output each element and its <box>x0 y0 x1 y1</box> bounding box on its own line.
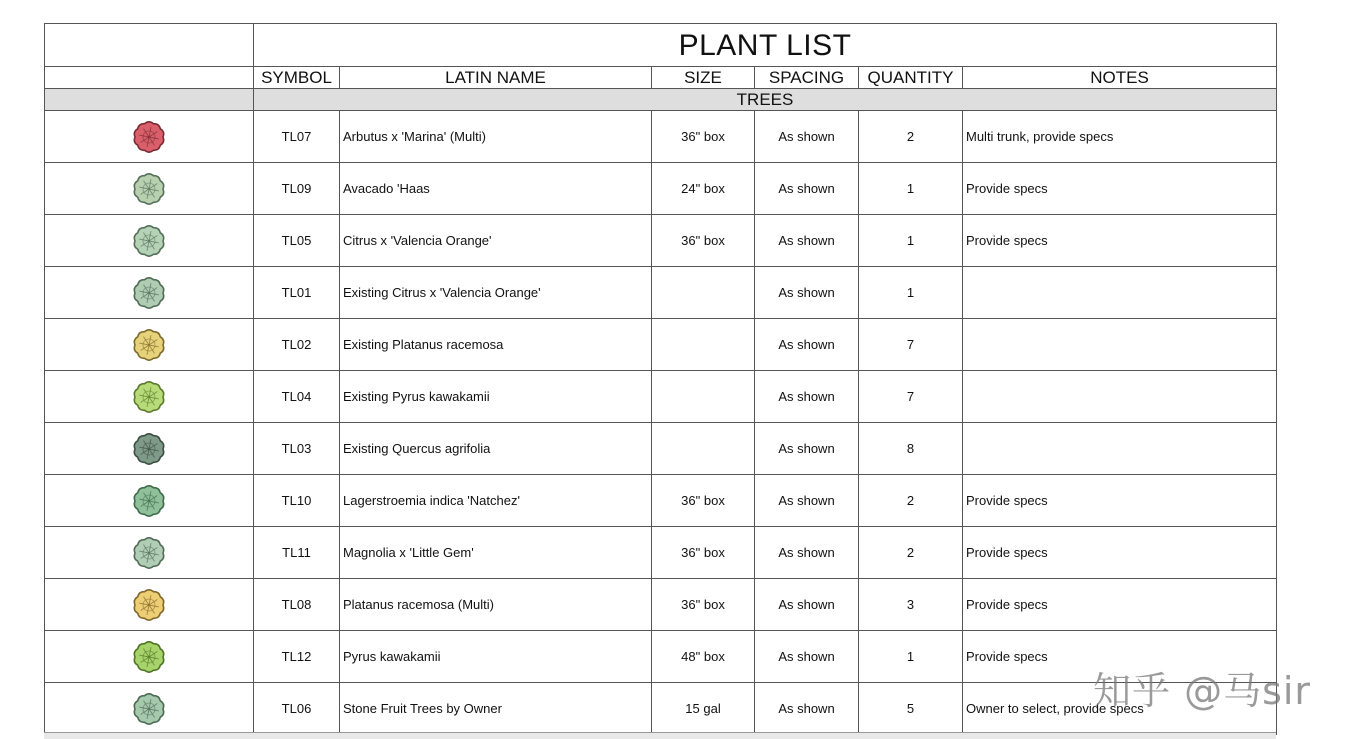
notes-cell: Provide specs <box>963 163 1277 215</box>
table-row <box>45 111 1277 163</box>
quantity-cell: 5 <box>859 683 963 735</box>
symbol-graphic-cell <box>45 371 254 423</box>
header-spacing: SPACING <box>755 67 859 89</box>
symbol-code-cell: TL11 <box>254 527 340 579</box>
tree-symbol-icon <box>132 120 166 154</box>
symbol-code-cell: TL05 <box>254 215 340 267</box>
plant-list-sheet <box>44 23 1276 735</box>
latin-name-cell: Existing Pyrus kawakamii <box>340 371 652 423</box>
notes-cell: Provide specs <box>963 631 1277 683</box>
symbol-graphic-cell <box>45 527 254 579</box>
size-cell: 36" box <box>652 527 755 579</box>
latin-name-cell: Pyrus kawakamii <box>340 631 652 683</box>
header-notes: NOTES <box>963 67 1277 89</box>
symbol-code-cell: TL02 <box>254 319 340 371</box>
quantity-cell: 1 <box>859 631 963 683</box>
symbol-graphic-cell <box>45 163 254 215</box>
spacing-cell: As shown <box>755 111 859 163</box>
latin-name-cell: Existing Platanus racemosa <box>340 319 652 371</box>
spacing-cell: As shown <box>755 475 859 527</box>
notes-cell: Provide specs <box>963 579 1277 631</box>
notes-cell: Owner to select, provide specs <box>963 683 1277 735</box>
spacing-cell: As shown <box>755 371 859 423</box>
symbol-graphic-cell <box>45 423 254 475</box>
table-row <box>45 631 1277 683</box>
symbol-code-cell: TL04 <box>254 371 340 423</box>
plant-list-table <box>44 23 1277 735</box>
size-cell: 36" box <box>652 215 755 267</box>
header-quantity: QUANTITY <box>859 67 963 89</box>
quantity-cell: 7 <box>859 319 963 371</box>
symbol-code-cell: TL12 <box>254 631 340 683</box>
tree-symbol-icon <box>132 640 166 674</box>
quantity-cell: 8 <box>859 423 963 475</box>
spacing-cell: As shown <box>755 579 859 631</box>
latin-name-cell: Arbutus x 'Marina' (Multi) <box>340 111 652 163</box>
size-cell <box>652 423 755 475</box>
spacing-cell: As shown <box>755 215 859 267</box>
size-cell <box>652 371 755 423</box>
table-row <box>45 475 1277 527</box>
tree-symbol-icon <box>132 484 166 518</box>
table-row <box>45 215 1277 267</box>
size-cell: 24" box <box>652 163 755 215</box>
symbol-code-cell: TL10 <box>254 475 340 527</box>
quantity-cell: 2 <box>859 475 963 527</box>
symbol-graphic-cell <box>45 111 254 163</box>
notes-cell <box>963 371 1277 423</box>
spacing-cell: As shown <box>755 163 859 215</box>
symbol-code-cell: TL06 <box>254 683 340 735</box>
tree-symbol-icon <box>132 172 166 206</box>
size-cell <box>652 267 755 319</box>
table-row <box>45 683 1277 735</box>
tree-symbol-icon <box>132 276 166 310</box>
latin-name-cell: Existing Quercus agrifolia <box>340 423 652 475</box>
table-row <box>45 319 1277 371</box>
symbol-code-cell: TL07 <box>254 111 340 163</box>
notes-cell: Multi trunk, provide specs <box>963 111 1277 163</box>
quantity-cell: 3 <box>859 579 963 631</box>
tree-symbol-icon <box>132 536 166 570</box>
size-cell: 36" box <box>652 579 755 631</box>
quantity-cell: 2 <box>859 111 963 163</box>
table-row <box>45 579 1277 631</box>
tree-symbol-icon <box>132 328 166 362</box>
notes-cell: Provide specs <box>963 527 1277 579</box>
latin-name-cell: Avacado 'Haas <box>340 163 652 215</box>
symbol-graphic-cell <box>45 319 254 371</box>
tree-symbol-icon <box>132 380 166 414</box>
symbol-graphic-cell <box>45 683 254 735</box>
table-row <box>45 267 1277 319</box>
symbol-graphic-cell <box>45 579 254 631</box>
latin-name-cell: Stone Fruit Trees by Owner <box>340 683 652 735</box>
latin-name-cell: Platanus racemosa (Multi) <box>340 579 652 631</box>
symbol-graphic-cell <box>45 475 254 527</box>
symbol-graphic-cell <box>45 215 254 267</box>
spacing-cell: As shown <box>755 423 859 475</box>
quantity-cell: 1 <box>859 267 963 319</box>
watermark: 知乎 @马sir <box>1093 669 1312 713</box>
latin-name-cell: Lagerstroemia indica 'Natchez' <box>340 475 652 527</box>
latin-name-cell: Citrus x 'Valencia Orange' <box>340 215 652 267</box>
tree-symbol-icon <box>132 432 166 466</box>
latin-name-cell: Existing Citrus x 'Valencia Orange' <box>340 267 652 319</box>
symbol-graphic-cell <box>45 267 254 319</box>
notes-cell: Provide specs <box>963 215 1277 267</box>
symbol-code-cell: TL08 <box>254 579 340 631</box>
symbol-graphic-column-blank <box>45 67 254 89</box>
quantity-cell: 1 <box>859 215 963 267</box>
tree-symbol-icon <box>132 588 166 622</box>
tree-symbol-icon <box>132 692 166 726</box>
header-size: SIZE <box>652 67 755 89</box>
table-row <box>45 423 1277 475</box>
notes-cell <box>963 267 1277 319</box>
quantity-cell: 1 <box>859 163 963 215</box>
spacing-cell: As shown <box>755 267 859 319</box>
size-cell <box>652 319 755 371</box>
size-cell: 15 gal <box>652 683 755 735</box>
quantity-cell: 7 <box>859 371 963 423</box>
symbol-code-cell: TL09 <box>254 163 340 215</box>
notes-cell <box>963 423 1277 475</box>
spacing-cell: As shown <box>755 683 859 735</box>
table-row <box>45 527 1277 579</box>
size-cell: 36" box <box>652 475 755 527</box>
symbol-graphic-header-blank <box>45 24 254 67</box>
header-symbol: SYMBOL <box>254 67 340 89</box>
size-cell: 48" box <box>652 631 755 683</box>
tree-symbol-icon <box>132 224 166 258</box>
spacing-cell: As shown <box>755 631 859 683</box>
spacing-cell: As shown <box>755 527 859 579</box>
latin-name-cell: Magnolia x 'Little Gem' <box>340 527 652 579</box>
page-title: PLANT LIST <box>254 24 1277 67</box>
table-row <box>45 163 1277 215</box>
symbol-graphic-cell <box>45 631 254 683</box>
symbol-code-cell: TL01 <box>254 267 340 319</box>
table-row <box>45 371 1277 423</box>
notes-cell: Provide specs <box>963 475 1277 527</box>
spacing-cell: As shown <box>755 319 859 371</box>
category-blank <box>45 89 254 111</box>
category-trees: TREES <box>254 89 1277 111</box>
symbol-code-cell: TL03 <box>254 423 340 475</box>
size-cell: 36" box <box>652 111 755 163</box>
quantity-cell: 2 <box>859 527 963 579</box>
header-latin-name: LATIN NAME <box>340 67 652 89</box>
notes-cell <box>963 319 1277 371</box>
